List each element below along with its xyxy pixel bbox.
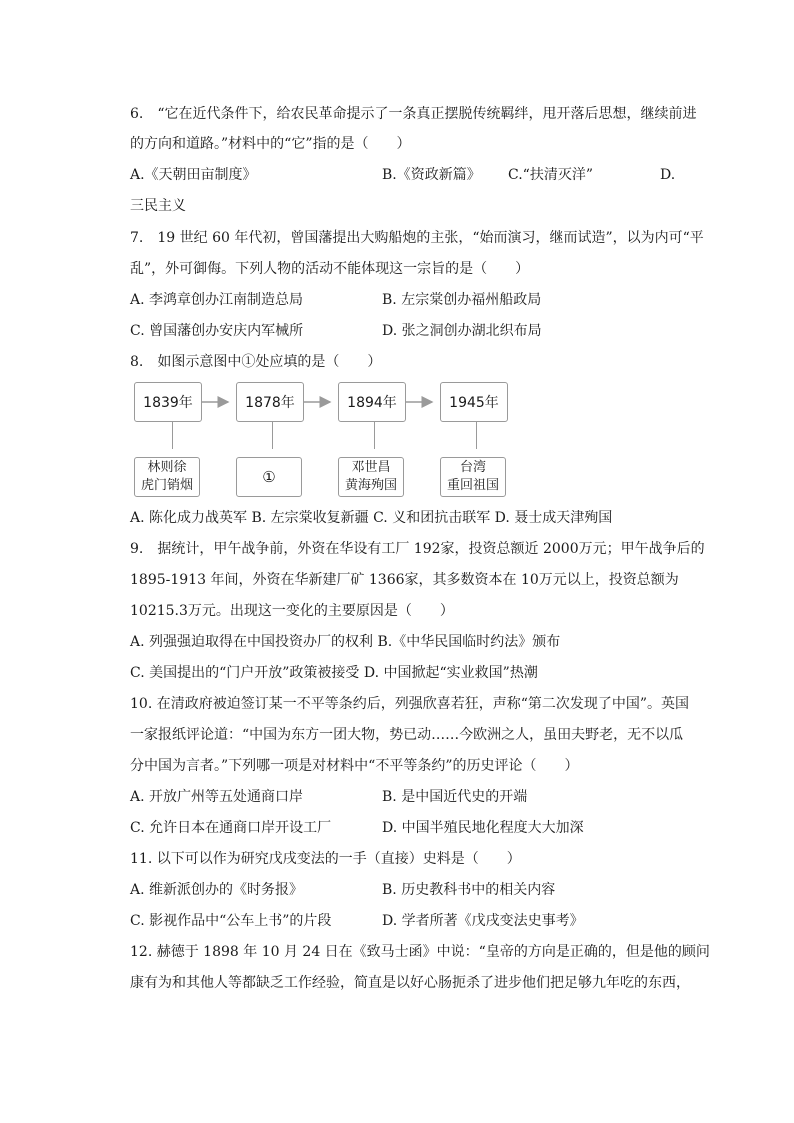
year-label: 1839年: [143, 395, 193, 411]
q12-stem-line-1: 12. 赫德于 1898 年 10 月 24 日在《致马士函》中说：“皇帝的方向是正确的，但是他的顾问: [130, 944, 710, 960]
event-line: 林则徐: [147, 460, 187, 475]
event-box-blank: [236, 457, 302, 497]
connector-3: [374, 421, 375, 449]
year-box-1894: [338, 382, 406, 422]
year-label: 1945年: [449, 395, 499, 411]
q9-stem-line-3: 10215.3万元。出现这一变化的主要原因是（ ）: [130, 603, 454, 619]
q10-option-d: D. 中国半殖民地化程度大大加深: [382, 820, 584, 836]
q9-stem-line-2: 1895-1913 年间，外资在华新建厂矿 1366家，其多数资本在 10万元以上，投资总额为: [130, 572, 679, 588]
event-line: 重回祖国: [446, 478, 499, 493]
q12-stem-line-2: 康有为和其他人等都缺乏工作经验，简直是以好心肠扼杀了进步他们把足够九年吃的东西，: [130, 975, 690, 991]
event-line: 邓世昌: [351, 460, 391, 475]
year-box-1945: [440, 382, 508, 422]
q7-option-c: C. 曾国藩创办安庆内军械所: [130, 323, 304, 339]
q9-options-line-2: C. 美国提出的“门户开放”政策被接受 D. 中国掀起“实业救国”热潮: [130, 665, 538, 681]
q11-option-a: A. 维新派创办的《时务报》: [130, 882, 304, 898]
q7-option-b: B. 左宗棠创办福州船政局: [382, 292, 542, 308]
event-box-4: [440, 457, 506, 497]
year-box-1839: [134, 382, 202, 422]
q11-stem: 11. 以下可以作为研究戊戌变法的一手（直接）史料是（ ）: [130, 851, 521, 867]
event-box-3: [338, 457, 404, 497]
q7-stem-line-2: 乱”，外可御侮。下列人物的活动不能体现这一宗旨的是（ ）: [130, 261, 530, 277]
q6-option-d-text: 三民主义: [130, 198, 186, 214]
year-box-1878: [236, 382, 304, 422]
event-line: 虎门销烟: [140, 478, 193, 493]
timeline-diagram: [130, 380, 530, 500]
year-label: 1894年: [347, 395, 397, 411]
q6-option-c: C.“扶清灭洋”: [508, 167, 593, 183]
year-label: 1878年: [245, 395, 295, 411]
q6-option-a: A.《天朝田亩制度》: [130, 167, 257, 183]
q10-stem-line-1: 10. 在清政府被迫签订某一不平等条约后，列强欣喜若狂，声称“第二次发现了中国”。英国: [130, 696, 690, 712]
q6-option-b: B.《资政新篇》: [382, 167, 481, 183]
q6-stem-line-2: 的方向和道路。”材料中的“它”指的是（ ）: [130, 136, 411, 152]
q11-option-d: D. 学者所著《戊戌变法史事考》: [382, 913, 584, 929]
q6-option-d: D.: [660, 167, 676, 183]
q10-option-b: B. 是中国近代史的开端: [382, 789, 528, 805]
q9-stem-line-1: 9. 据统计，甲午战争前，外资在华设有工厂 192家，投资总额近 2000万元；甲午战争后的: [130, 541, 705, 557]
q10-stem-line-3: 分中国为言者。”下列哪一项是对材料中“不平等条约”的历史评论（ ）: [130, 758, 579, 774]
connector-2: [272, 421, 273, 449]
q6-stem-line-1: 6. “它在近代条件下，给农民革命提示了一条真正摆脱传统羁绊，甩开落后思想，继续前进: [130, 106, 697, 122]
q7-option-a: A. 李鸿章创办江南制造总局: [130, 292, 304, 308]
q8-options: A. 陈化成力战英军 B. 左宗棠收复新疆 C. 义和团抗击联军 D. 聂士成天津殉国: [130, 510, 613, 526]
connector-1: [172, 421, 173, 449]
q8-stem: 8. 如图示意图中①处应填的是（ ）: [130, 354, 382, 370]
connector-4: [476, 421, 477, 449]
q9-options-line-1: A. 列强强迫取得在中国投资办厂的权利 B.《中华民国临时约法》颁布: [130, 634, 561, 650]
q7-stem-line-1: 7. 19 世纪 60 年代初，曾国藩提出大购船炮的主张，“始而演习，继而试造”，以为内可“平: [130, 230, 704, 246]
q11-option-b: B. 历史教科书中的相关内容: [382, 882, 556, 898]
q10-stem-line-2: 一家报纸评论道：“中国为东方一团大物，势已动……今欧洲之人，虽田夫野老，无不以瓜: [130, 727, 684, 743]
q10-option-c: C. 允许日本在通商口岸开设工厂: [130, 820, 332, 836]
q10-option-a: A. 开放广州等五处通商口岸: [130, 789, 304, 805]
event-line: 黄海殉国: [344, 478, 397, 493]
event-box-1: [134, 457, 200, 497]
event-line: 台湾: [459, 460, 486, 475]
q11-option-c: C. 影视作品中“公车上书”的片段: [130, 913, 332, 929]
q7-option-d: D. 张之洞创办湖北织布局: [382, 323, 542, 339]
blank-marker: ①: [262, 468, 276, 486]
